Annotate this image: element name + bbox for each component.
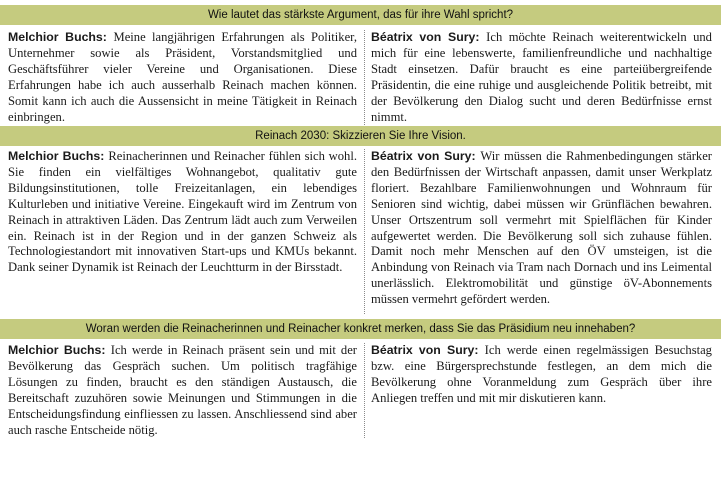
question-bar-2 bbox=[0, 126, 721, 146]
answer-text: Ich werde in Reinach präsent sein und mit der Bevölkerung das Gespräch suchen. Um politisch tragfähige Lösungen zu finden, braucht es den ständigen Austausch, die Bereitschaft zuzuhören sowie Meinungen und Stimmungen in die Entscheidungsfindung einfliessen zu lassen. Anschliessend sind aber auch rasche Entscheide nötig. bbox=[8, 343, 357, 437]
column-divider bbox=[364, 30, 365, 125]
question-1: Wie lautet das stärkste Argument, das für ihre Wahl spricht? bbox=[207, 9, 514, 21]
speaker-sury: Béatrix von Sury: bbox=[371, 30, 487, 44]
answer-text: Wir müssen die Rahmenbedingungen stärker den Bedürfnissen der Wirtschaft anpassen, damit unser Werkplatz floriert. Bezahlbare Familienwohnungen und Wohnraum für Senioren sind wichtig, dabei müssen wir Grünflächen bewahren. Unser Ortszentrum soll vermehrt mit Spielflächen für Kinder aufgewertet werden. Die Bevölkerung soll sich zuhause fühlen. Damit noch mehr Menschen auf den ÖV umsteigen, ist die Anbindung von Reinach via Tram nach Dornach und ins Leimental unerlässlich. Elektromobilität und günstige öV-Abonnements müssen vermehrt gefördert werden. bbox=[371, 149, 712, 307]
question-2: Reinach 2030: Skizzieren Sie Ihre Vision. bbox=[255, 130, 466, 142]
answer-buchs-2 bbox=[8, 149, 357, 276]
question-3: Woran werden die Reinacherinnen und Reinacher konkret merken, dass Sie das Präsidium neu innehaben? bbox=[85, 323, 636, 335]
speaker-buchs: Melchior Buchs: bbox=[8, 149, 109, 163]
answer-sury-3 bbox=[371, 343, 712, 407]
answer-sury-2 bbox=[371, 149, 712, 308]
question-bar-1 bbox=[0, 5, 721, 25]
answer-buchs-1 bbox=[8, 30, 357, 125]
answer-buchs-3 bbox=[8, 343, 357, 438]
speaker-sury: Béatrix von Sury: bbox=[371, 149, 481, 163]
speaker-buchs: Melchior Buchs: bbox=[8, 30, 114, 44]
question-bar-3 bbox=[0, 319, 721, 339]
answer-text: Ich werde einen regelmässigen Besuchstag bzw. eine Bürgersprechstunde festlegen, an dem mich die Bevölkerung ohne Voranmeldung zum Gespräch über ihre Anliegen treffen und mit mir diskutieren kann. bbox=[371, 343, 712, 405]
speaker-buchs: Melchior Buchs: bbox=[8, 343, 111, 357]
answer-text: Meine langjährigen Erfahrungen als Politiker, Unternehmer sowie als Präsident, Vorstandsmitglied und Geschäftsführer vieler Vereine und Organisationen. Diese Erfahrungen habe ich auch ausserhalb Reinach machen können. Somit kann ich auch die Aussensicht in meine Tätigkeit in Reinach einbringen. bbox=[8, 30, 357, 124]
speaker-sury: Béatrix von Sury: bbox=[371, 343, 485, 357]
answer-text: Ich möchte Reinach weiterentwickeln und mich für eine lebenswerte, familienfreundliche und nachhaltige Stadt einsetzen. Dafür braucht es eine parteiübergreifende Präsidentin, die eine ruhige und ausgleichende Politik betreibt, mit der Bevölkerung den Dialog sucht und deren Bedürfnisse ernst nimmt. bbox=[371, 30, 712, 124]
answer-sury-1 bbox=[371, 30, 712, 125]
answer-text: Reinacherinnen und Reinacher fühlen sich wohl. Sie finden ein vielfältiges Wohnangebot, qualitativ gute Bildungsinstitutionen, tolle Freizeitanlagen, ein lebendiges Kulturleben und initiative Vereine. Eingekauft wird im Zentrum von Reinach in attraktiven Läden. Das Zentrum lädt auch zum Verweilen ein. Reinach ist in der Region und in der ganzen Schweiz als Technologiestandort mit innovativen Start-ups und KMUs bekannt. Dank seiner Dynamik ist Reinach der Leuchtturm in der Birsstadt. bbox=[8, 149, 358, 275]
column-divider bbox=[364, 149, 365, 314]
column-divider bbox=[364, 343, 365, 438]
